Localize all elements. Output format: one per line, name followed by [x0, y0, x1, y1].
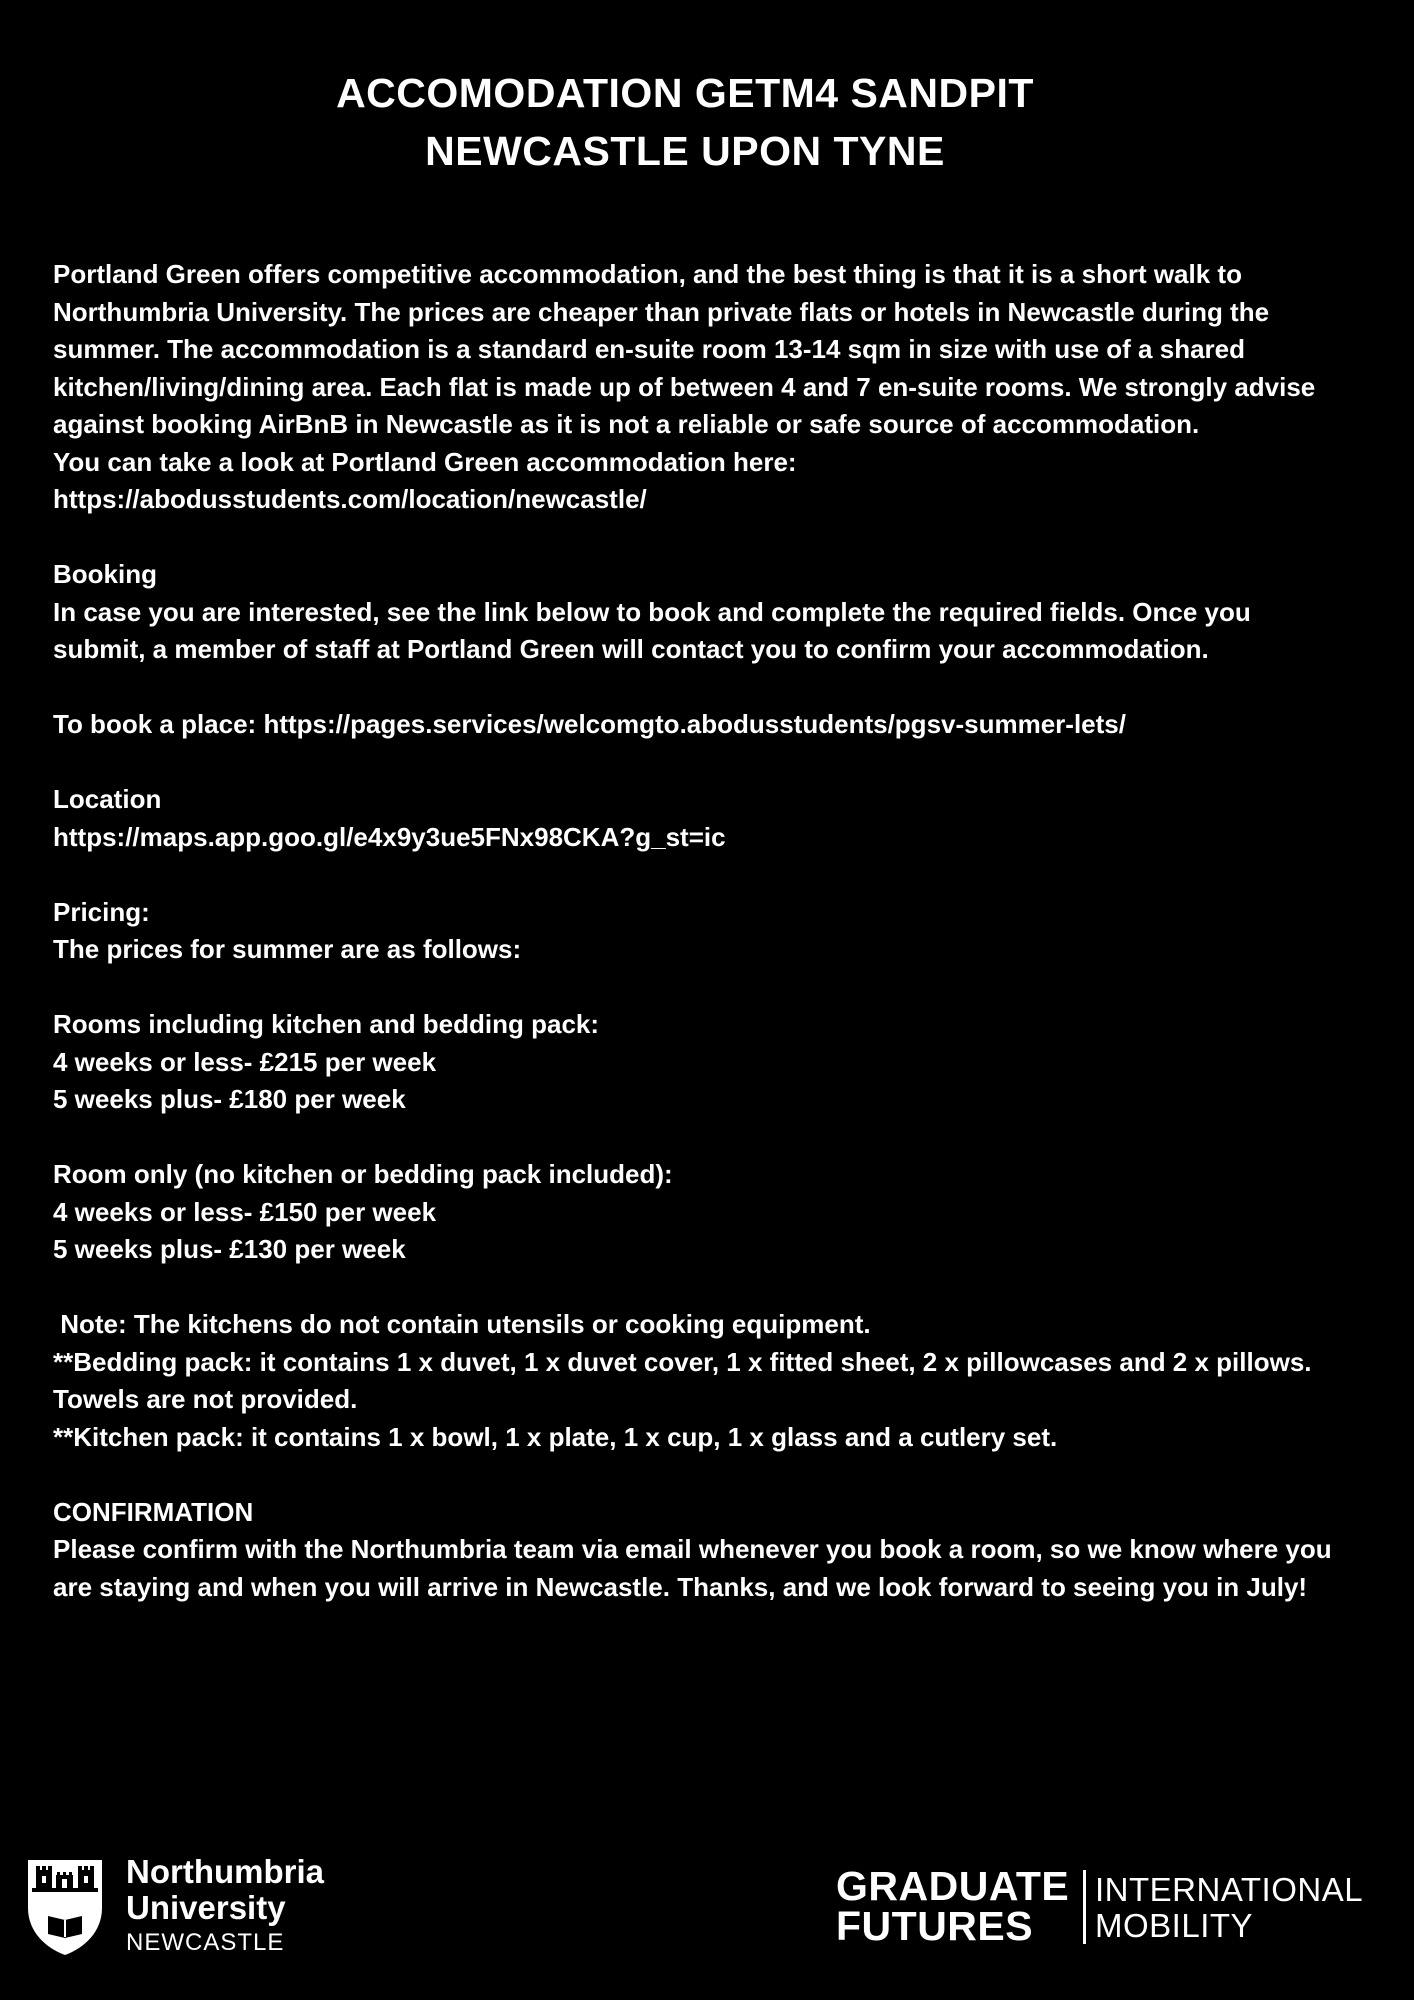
location-map-link[interactable]: https://maps.app.goo.gl/e4x9y3ue5FNx98CKA?g_st=ic	[53, 821, 726, 852]
kitchen-note: Note: The kitchens do not contain utensils or cooking equipment.	[53, 1309, 871, 1339]
intro-look-text: You can take a look at Portland Green accommodation here:	[53, 446, 797, 477]
graduate-futures-bold-text	[836, 1863, 1070, 1949]
book-place-line	[53, 706, 1343, 744]
price-group-2-line-2: 5 weeks plus- £130 per week	[53, 1234, 406, 1264]
price-group-1-heading: Rooms including kitchen and bedding pack:	[53, 1009, 600, 1039]
title-line-2: NEWCASTLE UPON TYNE	[425, 128, 945, 174]
northumbria-city: NEWCASTLE	[126, 1929, 285, 1956]
northumbria-university-logo	[26, 1853, 356, 1962]
book-place-link[interactable]: https://pages.services/welcomgto.abodusstudents/pgsv-summer-lets/	[263, 709, 1126, 739]
location-heading: Location	[53, 784, 162, 814]
document-body	[53, 256, 1343, 1606]
title-line-1: ACCOMODATION GETM4 SANDPIT	[336, 70, 1034, 116]
northumbria-crest-icon	[26, 1856, 104, 1956]
intro-paragraph: Portland Green offers competitive accommodation, and the best thing is that it is a short walk to Northumbria University. The prices are cheaper than private flats or hotels in Newcastle during the summer. The accommodation is a standard en-suite room 13-14 sqm in size with use of a shared kitchen/living/dining area. Each flat is made up of between 4 and 7 en-suite rooms. We strongly advise against booking AirBnB in Newcastle as it is not a reliable or safe source of accommodation.	[53, 259, 1316, 439]
confirmation-heading: CONFIRMATION	[53, 1496, 254, 1527]
page-title	[0, 64, 1370, 180]
price-group-2-heading: Room only (no kitchen or bedding pack included):	[53, 1159, 673, 1189]
booking-paragraph: In case you are interested, see the link below to book and complete the required fields. Once you submit, a member of staff at Portland Green will contact you to confirm your accommodation.	[53, 596, 1251, 664]
international-mobility-text	[1095, 1872, 1363, 1944]
mobility-word: MOBILITY	[1095, 1907, 1254, 1944]
northumbria-name-line-2: University	[126, 1889, 286, 1926]
international-word: INTERNATIONAL	[1095, 1871, 1364, 1908]
pricing-heading: Pricing:	[53, 896, 150, 927]
northumbria-wordmark	[126, 1854, 324, 1960]
pricing-intro: The prices for summer are as follows:	[53, 934, 522, 964]
logo-divider	[1083, 1870, 1086, 1944]
booking-heading: Booking	[53, 559, 157, 589]
book-place-label: To book a place:	[53, 709, 264, 739]
confirmation-paragraph: Please confirm with the Northumbria team via email whenever you book a room, so we know where you are staying and when you will arrive in Newcastle. Thanks, and we look forward to seeing you in July!	[53, 1534, 1332, 1602]
graduate-word: GRADUATE	[836, 1863, 1070, 1909]
price-group-2-line-1: 4 weeks or less- £150 per week	[53, 1196, 437, 1227]
futures-word: FUTURES	[836, 1903, 1034, 1949]
bedding-pack-note: **Bedding pack: it contains 1 x duvet, 1 x duvet cover, 1 x fitted sheet, 2 x pillowcases and 2 x pillows. Towels are not provided.	[53, 1346, 1312, 1414]
price-group-1-line-1: 4 weeks or less- £215 per week	[53, 1046, 437, 1077]
price-group-1-line-2: 5 weeks plus- £180 per week	[53, 1084, 406, 1114]
kitchen-pack-note: **Kitchen pack: it contains 1 x bowl, 1 x plate, 1 x cup, 1 x glass and a cutlery set.	[53, 1421, 1058, 1452]
northumbria-name-line-1: Northumbria	[126, 1853, 324, 1890]
graduate-futures-logo	[836, 1863, 1396, 1950]
abodus-link[interactable]: https://abodusstudents.com/location/newcastle/	[53, 484, 647, 514]
